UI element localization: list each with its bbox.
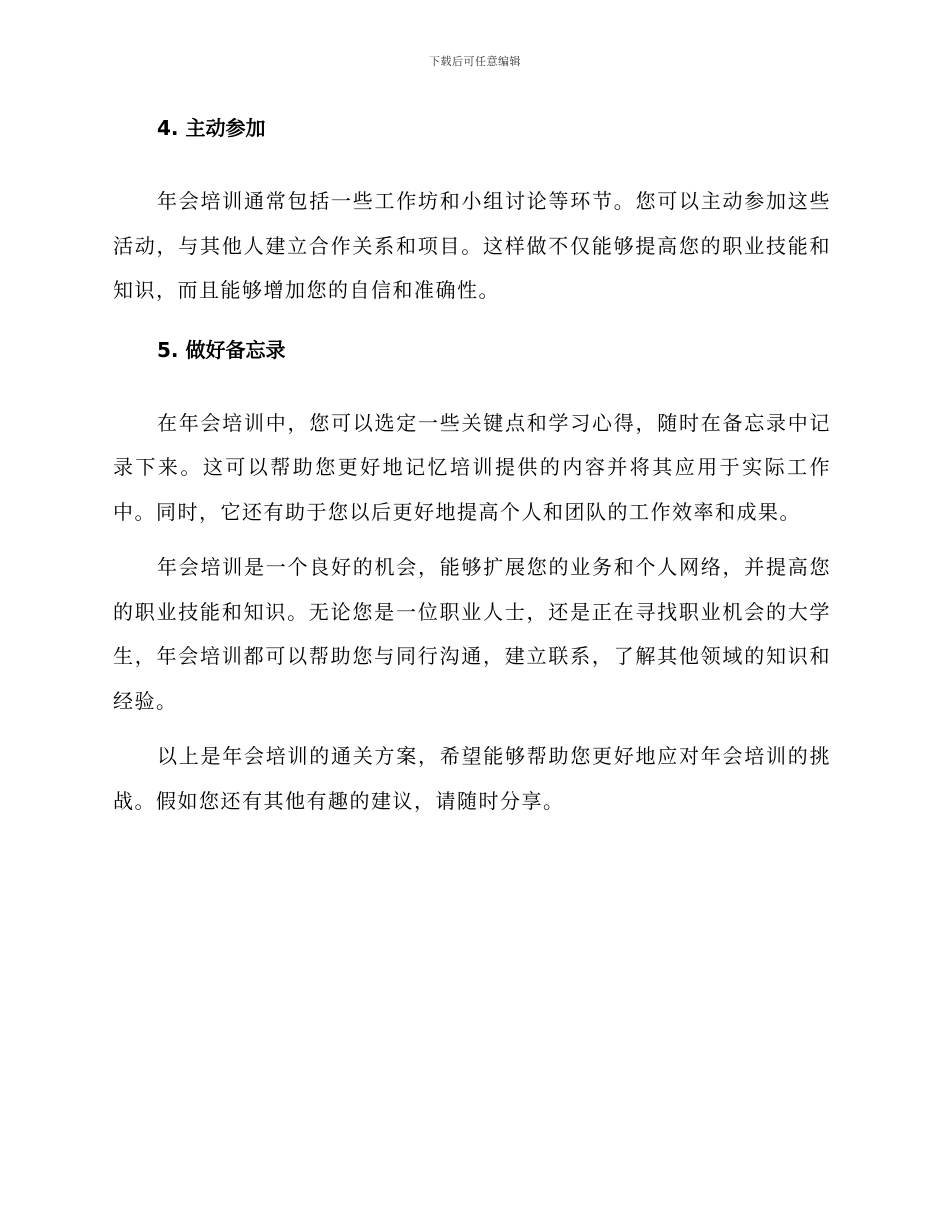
section-heading-5: 5. 做好备忘录 [157, 337, 286, 362]
closing-paragraph-1: 年会培训是一个良好的机会，能够扩展您的业务和个人网络，并提高您的职业技能和知识。无论您是一位职业人士，还是正在寻找职业机会的大学生，年会培训都可以帮助您与同行沟通，建立联系，了解其他领域的知识和经验。 [113, 555, 831, 713]
section-paragraph-5: 在年会培训中，您可以选定一些关键点和学习心得，随时在备忘录中记录下来。这可以帮助您更好地记忆培训提供的内容并将其应用于实际工作中。同时，它还有助于您以后更好地提高个人和团队的工作效率和成果。 [113, 410, 831, 524]
section-heading-4: 4. 主动参加 [157, 116, 266, 140]
document-body [113, 112, 831, 823]
page-header: 下载后可任意编辑 [429, 55, 521, 68]
closing-paragraph-2: 以上是年会培训的通关方案，希望能够帮助您更好地应对年会培训的挑战。假如您还有其他有趣的建议，请随时分享。 [113, 744, 831, 813]
section-paragraph-4: 年会培训通常包括一些工作坊和小组讨论等环节。您可以主动参加这些活动，与其他人建立合作关系和项目。这样做不仅能够提高您的职业技能和知识，而且能够增加您的自信和准确性。 [113, 189, 831, 302]
